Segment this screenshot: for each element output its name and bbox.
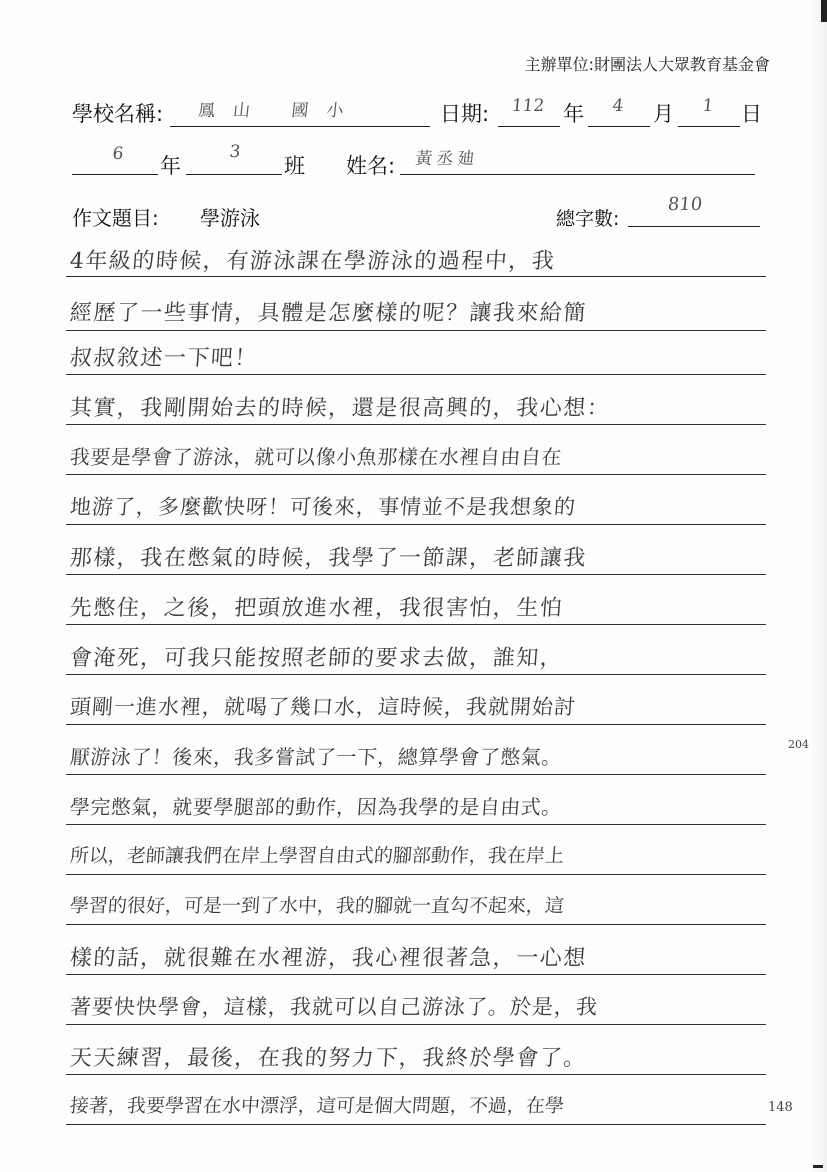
essay-ruled-line: [66, 674, 766, 675]
essay-line-text: 樣的話，就很難在水裡游，我心裡很著急，一心想: [68, 946, 588, 971]
grade-label: 年: [160, 154, 181, 178]
date-year-underline: [498, 126, 560, 127]
school-name-underline: [170, 126, 430, 127]
essay-line-text: 著要快快學會，這樣，我就可以自己游泳了。於是，我: [69, 995, 599, 1019]
grade-underline: [72, 174, 158, 175]
school-name-value: 鳳山 國小: [196, 101, 363, 121]
date-day-underline: [678, 126, 740, 127]
essay-line-text: 先憋住，之後，把頭放進水裡，我很害怕，生怕: [68, 596, 565, 621]
essay-line-text: 叔叔敘述一下吧！: [68, 346, 259, 371]
class-label: 班: [284, 154, 305, 178]
word-count-label: 總字數:: [556, 208, 620, 230]
essay-ruled-line: [66, 474, 766, 475]
topic-label: 作文題目:: [72, 206, 159, 230]
margin-word-count: 148: [768, 1100, 793, 1115]
essay-line-text: 天天練習，最後，在我的努力下，我終於學會了。: [68, 1046, 588, 1071]
essay-ruled-line: [66, 774, 766, 775]
date-year-value: 112: [510, 96, 546, 116]
essay-ruled-line: [66, 574, 766, 575]
essay-line-text: 4年級的時候，有游泳課在學游泳的過程中，我: [68, 249, 557, 274]
essay-line-text: 學完憋氣，就要學腿部的動作，因為我學的是自由式。: [69, 795, 563, 819]
year-label: 年: [563, 102, 584, 126]
margin-word-count: 204: [788, 738, 809, 751]
essay-ruled-line: [66, 1074, 766, 1075]
essay-line-text: 那樣，我在憋氣的時候，我學了一節課，老師讓我: [68, 546, 588, 571]
essay-line-text: 頭剛一進水裡，就喝了幾口水，這時候，我就開始討: [69, 695, 577, 719]
scan-corner-mark: [813, 1165, 823, 1168]
date-month-value: 4: [611, 96, 625, 116]
word-count-value: 810: [666, 194, 704, 215]
essay-ruled-line: [66, 974, 766, 975]
month-label: 月: [653, 102, 674, 126]
essay-line-text: 我要是學會了游泳，就可以像小魚那樣在水裡自由自在: [69, 445, 563, 469]
essay-ruled-line: [66, 424, 766, 425]
essay-ruled-line: [66, 1024, 766, 1025]
student-name-label: 姓名:: [346, 154, 396, 178]
grade-value: 6: [111, 144, 125, 164]
essay-ruled-line: [66, 924, 766, 925]
sponsor-label: 主辦單位:財團法人大眾教育基金會: [524, 55, 770, 74]
date-month-underline: [588, 126, 650, 127]
essay-line-text: 厭游泳了！後來，我多嘗試了一下，總算學會了憋氣。: [69, 745, 563, 769]
class-value: 3: [228, 142, 242, 162]
essay-ruled-line: [66, 1124, 766, 1125]
school-name-label: 學校名稱:: [72, 102, 164, 126]
date-label: 日期:: [440, 102, 490, 126]
essay-line-text: 學習的很好，可是一到了水中，我的腳就一直勾不起來，這: [69, 895, 565, 917]
class-underline: [186, 174, 282, 175]
essay-ruled-line: [66, 624, 766, 625]
word-count-underline: [628, 226, 760, 227]
essay-ruled-line: [66, 824, 766, 825]
essay-line-text: 會淹死，可我只能按照老師的要求去做，誰知，: [68, 646, 565, 671]
scan-corner-mark: [821, 0, 827, 22]
essay-ruled-line: [66, 276, 766, 277]
essay-ruled-line: [66, 374, 766, 375]
essay-line-text: 地游了，多麼歡快呀！可後來，事情並不是我想象的: [69, 495, 577, 519]
essay-line-text: 其實，我剛開始去的時候，還是很高興的，我心想：: [68, 396, 612, 421]
day-label: 日: [741, 102, 762, 126]
essay-line-text: 接著，我要學習在水中漂浮，這可是個大問題，不過，在學: [69, 1095, 565, 1117]
essay-line-text: 所以，老師讓我們在岸上學習自由式的腳部動作，我在岸上: [69, 845, 565, 867]
essay-ruled-line: [66, 874, 766, 875]
essay-ruled-line: [66, 724, 766, 725]
date-day-value: 1: [701, 96, 715, 116]
essay-ruled-line: [66, 524, 766, 525]
student-name-value: 黃丞廸: [414, 149, 480, 169]
scan-edge-shadow: [811, 0, 827, 1172]
essay-ruled-line: [66, 330, 766, 331]
essay-line-text: 經歷了一些事情，具體是怎麼樣的呢？讓我來給簡: [68, 301, 588, 326]
student-name-underline: [400, 174, 755, 175]
topic-value: 學游泳: [200, 206, 260, 230]
